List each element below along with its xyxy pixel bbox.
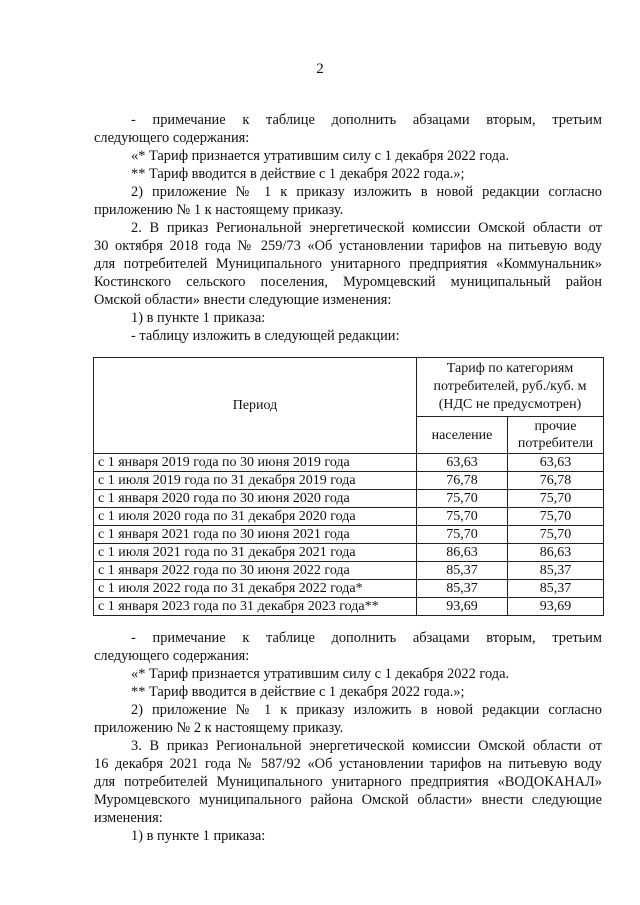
text-line: приложению № 1 к настоящему приказу. (94, 202, 344, 218)
text-line: 1) в пункте 1 приказа: (131, 310, 266, 326)
text-line: - таблицу изложить в следующей редакции: (131, 328, 400, 344)
table-row (94, 580, 604, 598)
text-line: «* Тариф признается утратившим силу с 1 декабря 2022 года. (131, 148, 510, 164)
text-line: 1) в пункте 1 приказа: (131, 828, 266, 844)
other-consumers-cell: 76,78 (508, 472, 604, 490)
other-consumers-cell: 85,37 (508, 562, 604, 580)
header-tariff-line: потребителей, руб./куб. м (433, 379, 587, 394)
text-line: 30 октября 2018 года № 259/73 «Об установлении тарифов на питьевую воду (94, 238, 602, 254)
text-line: ** Тариф вводится в действие с 1 декабря 2022 года.»; (131, 684, 465, 700)
text-line: 3. В приказ Региональной энергетической комиссии Омской области от (131, 738, 602, 754)
text-line: Омской области» внести следующие изменения: (94, 292, 392, 308)
page-number: 2 (316, 61, 324, 77)
table-row (94, 526, 604, 544)
header-other-line: потребители (517, 436, 594, 451)
text-line: Костинского сельского поселения, Муромцевский муниципальный район (94, 274, 602, 290)
population-cell: 86,63 (417, 544, 508, 562)
header-population: население (417, 417, 508, 454)
text-line: 2. В приказ Региональной энергетической комиссии Омской области от (131, 220, 602, 236)
header-tariff-line: Тариф по категориям (446, 361, 574, 376)
table-row (94, 544, 604, 562)
table-row (94, 598, 604, 616)
period-cell: с 1 января 2019 года по 30 июня 2019 года (94, 454, 417, 472)
population-cell: 75,70 (417, 490, 508, 508)
text-line: - примечание к таблице дополнить абзацами вторым, третьим (131, 630, 602, 646)
text-line: следующего содержания: (94, 130, 250, 146)
header-period: Период (94, 358, 417, 454)
other-consumers-cell: 93,69 (508, 598, 604, 616)
population-cell: 75,70 (417, 508, 508, 526)
period-cell: с 1 июля 2022 года по 31 декабря 2022 года* (94, 580, 417, 598)
other-consumers-cell: 86,63 (508, 544, 604, 562)
text-line: 16 декабря 2021 года № 587/92 «Об установлении тарифов на питьевую воду (94, 756, 602, 772)
population-cell: 76,78 (417, 472, 508, 490)
period-cell: с 1 января 2021 года по 30 июня 2021 года (94, 526, 417, 544)
table-row (94, 490, 604, 508)
other-consumers-cell: 75,70 (508, 526, 604, 544)
other-consumers-cell: 75,70 (508, 508, 604, 526)
period-cell: с 1 июля 2020 года по 31 декабря 2020 года (94, 508, 417, 526)
table-row (94, 562, 604, 580)
header-tariff-group (417, 358, 604, 417)
period-cell: с 1 января 2020 года по 30 июня 2020 года (94, 490, 417, 508)
table-row (94, 472, 604, 490)
period-cell: с 1 июля 2021 года по 31 декабря 2021 года (94, 544, 417, 562)
text-line: следующего содержания: (94, 648, 250, 664)
period-cell: с 1 января 2023 года по 31 декабря 2023 года** (94, 598, 417, 616)
population-cell: 85,37 (417, 562, 508, 580)
table-row (94, 454, 604, 472)
text-line: ** Тариф вводится в действие с 1 декабря 2022 года.»; (131, 166, 465, 182)
table-row (94, 508, 604, 526)
header-other-consumers (508, 417, 604, 454)
population-cell: 85,37 (417, 580, 508, 598)
other-consumers-cell: 85,37 (508, 580, 604, 598)
other-consumers-cell: 75,70 (508, 490, 604, 508)
text-line: 2) приложение № 1 к приказу изложить в новой редакции согласно (131, 702, 602, 718)
other-consumers-cell: 63,63 (508, 454, 604, 472)
header-tariff-line: (НДС не предусмотрен) (438, 397, 582, 412)
text-line: - примечание к таблице дополнить абзацами вторым, третьим (131, 112, 602, 128)
population-cell: 93,69 (417, 598, 508, 616)
text-line: «* Тариф признается утратившим силу с 1 декабря 2022 года. (131, 666, 510, 682)
header-other-line: прочие (534, 419, 577, 434)
period-cell: с 1 января 2022 года по 30 июня 2022 года (94, 562, 417, 580)
population-cell: 75,70 (417, 526, 508, 544)
population-cell: 63,63 (417, 454, 508, 472)
text-line: Муромцевского муниципального района Омской области» внести следующие (94, 792, 602, 808)
tariff-table (93, 357, 604, 616)
text-line: для потребителей Муниципального унитарного предприятия «Коммунальник» (94, 256, 602, 272)
table-header-row (94, 358, 604, 417)
text-line: приложению № 2 к настоящему приказу. (94, 720, 344, 736)
period-cell: с 1 июля 2019 года по 31 декабря 2019 года (94, 472, 417, 490)
text-line: изменения: (94, 810, 163, 826)
text-line: для потребителей Муниципального унитарного предприятия «ВОДОКАНАЛ» (94, 774, 602, 790)
text-line: 2) приложение № 1 к приказу изложить в новой редакции согласно (131, 184, 602, 200)
